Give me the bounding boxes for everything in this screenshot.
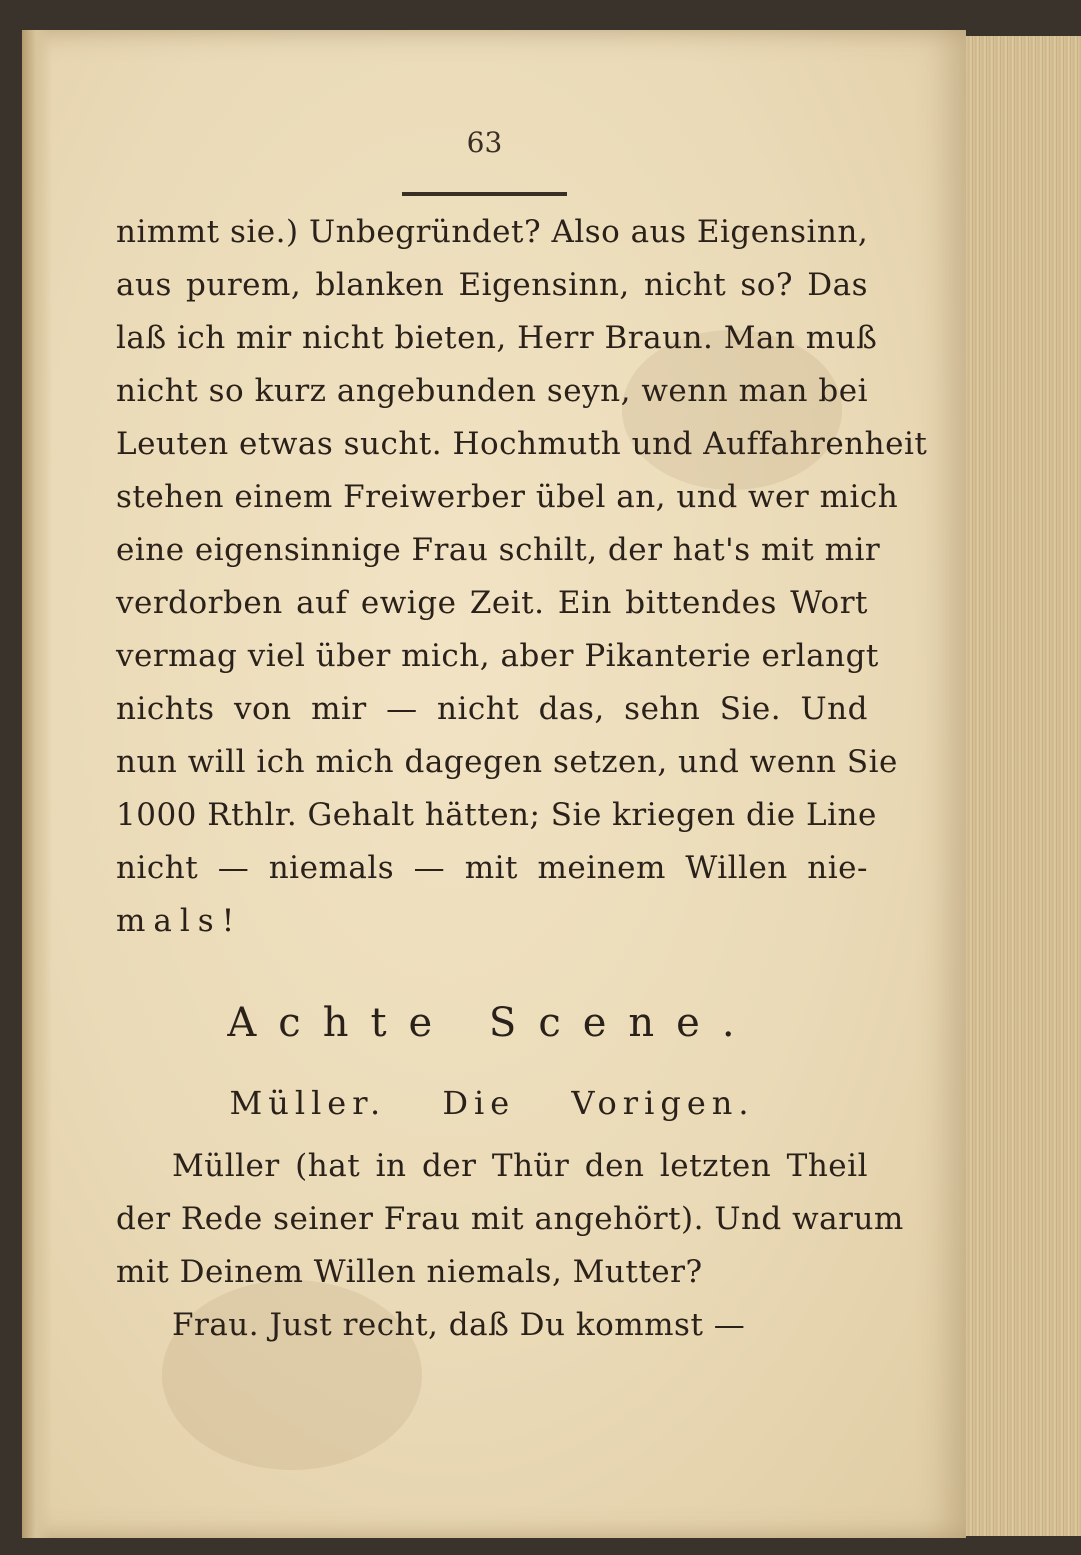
body-line: nichts von mir — nicht das, sehn Sie. Und — [116, 691, 868, 727]
page-number: 63 — [466, 126, 503, 159]
body-line: stehen einem Freiwerber übel an, und wer mich — [116, 479, 899, 515]
body-line: verdorben auf ewige Zeit. Ein bittendes Wort — [116, 585, 868, 621]
dialogue-line: Frau. Just recht, daß Du kommst — — [172, 1307, 746, 1343]
dramatis-personae: Müller. Die Vorigen. — [229, 1084, 755, 1122]
body-line: Leuten etwas sucht. Hochmuth und Auffahrenheit — [116, 426, 928, 462]
body-line: vermag viel über mich, aber Pikanterie erlangt — [116, 638, 879, 674]
body-line: nicht — niemals — mit meinem Willen nie- — [116, 850, 868, 886]
body-line: nicht so kurz angebunden seyn, wenn man bei — [116, 373, 868, 409]
book-page — [22, 30, 966, 1538]
gutter — [22, 30, 52, 1538]
dialogue-line: Müller (hat in der Thür den letzten Theil — [172, 1148, 868, 1184]
body-line: laß ich mir nicht bieten, Herr Braun. Man muß — [116, 320, 878, 356]
body-line: eine eigensinnige Frau schilt, der hat's mit mir — [116, 532, 881, 568]
dialogue-line: mit Deinem Willen niemals, Mutter? — [116, 1254, 703, 1290]
dialogue-line: der Rede seiner Frau mit angehört). Und warum — [116, 1201, 904, 1237]
body-line: 1000 Rthlr. Gehalt hätten; Sie kriegen die Line — [116, 797, 877, 833]
page-edges — [957, 36, 1081, 1536]
body-line: nun will ich mich dagegen setzen, und wenn Sie — [116, 744, 898, 780]
body-line: mals! — [116, 903, 243, 939]
body-line: nimmt sie.) Unbegründet? Also aus Eigensinn, — [116, 214, 869, 250]
body-line: aus purem, blanken Eigensinn, nicht so? Das — [116, 267, 868, 303]
scene-heading: Achte Scene. — [227, 1000, 757, 1046]
header-rule — [402, 192, 567, 196]
